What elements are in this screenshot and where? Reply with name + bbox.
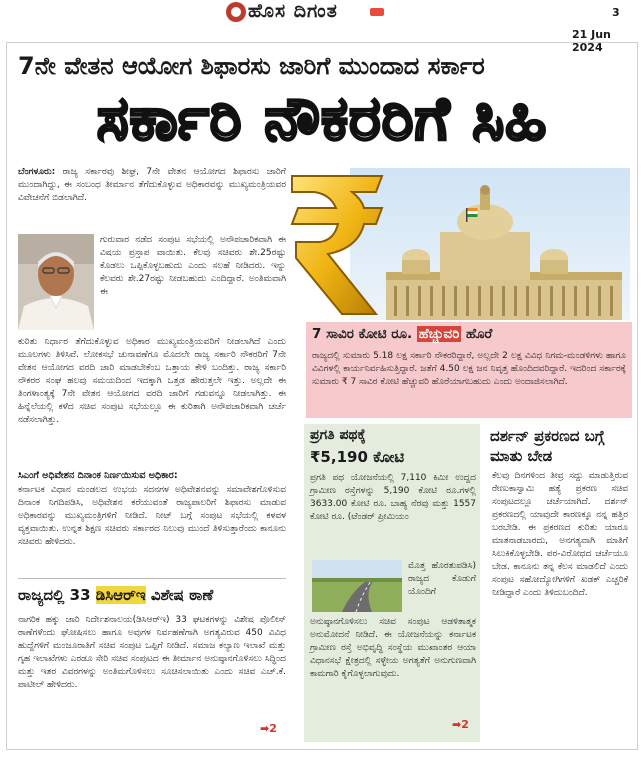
dcre-head-post: ವಿಶೇಷ ಠಾಣೆ [150,586,214,604]
page-number: 3 [612,6,620,19]
column-paragraph-3: ಕುರಿತು ನಿರ್ಧಾರ ತೆಗೆದುಕೊಳ್ಳುವ ಅಧಿಕಾರ ಮುಖ್ಯಮಂತ್ರಿಯವರಿಗೆ ನೀಡಲಾಗಿದೆ ಎಂದು ಮೂಲಗಳು ತಿಳಿಸಿವೆ. ಲೋಕಸಭೆ ಚುನಾವಣೆಗೂ ಮೊದಲೇ ರಾಜ್ಯ ಸರ್ಕಾರಿ ನೌಕರರಿಗೆ 7ನೇ ವೇತನ ಆಯೋಗದ ವರದಿ ಜಾರಿ ಮಾಡಬೇಕೆಂಬ ಒತ್ತಾಯ ಕೇಳಿ ಬಂದಿತ್ತು. ರಾಜ್ಯ ಸರ್ಕಾರಿ ನೌಕರರ ಸಂಘ ಹಲವು ಸಮಯದಿಂದ ಇದಕ್ಕಾಗಿ ಒತ್ತಡ ಹೇರುತ್ತಲೇ ಇತ್ತು. ಅಲ್ಲದೇ ಈ ತಿಂಗಳಾಂತ್ಯಕ್ಕೆ 7ನೇ ವೇತನ ಆಯೋಗದ ವರದಿ ಜಾರಿಗೆ ಗಡುವನ್ನೂ ನೀಡಲಾಗಿತ್ತು. ಈ ಹಿನ್ನೆಲೆಯಲ್ಲಿ ಕಳೆದ ಸಚಿವ ಸಂಪುಟ ಸಭೆಯಲ್ಲೂ ಈ ಕುರಿತಾಗಿ ಅನೌಪಚಾರಿಕವಾಗಿ ಚರ್ಚೆ ನಡೆಸಲಾಗಿತ್ತು. [18,337,286,425]
newspaper-logo-icon [226,2,246,22]
burden-paragraph: ರಾಜ್ಯದಲ್ಲಿ ಸುಮಾರು 5.18 ಲಕ್ಷ ಸರ್ಕಾರಿ ನೌಕರರಿದ್ದಾರೆ, ಅಲ್ಲದೇ 2 ಲಕ್ಷ ವಿವಿಧ ನಿಗಮ-ಮಂಡಳಿಗಳು ಹಾಗೂ ವಿವಿಗಳಲ್ಲಿ ಕಾರ್ಯನಿರ್ವಹಿಸುತ್ತಿದ್ದಾರೆ. ಜತೆಗೆ 4.50 ಲಕ್ಷ ಜನ ನಿವೃತ್ತ ಹೊಂದಿದವರಿದ್ದಾರೆ. ಇದರಿಂದ ಸರ್ಕಾರಕ್ಕೆ ಸುಮಾರು ₹ 7 ಸಾವಿರ ಕೋಟಿ ಹೆಚ್ಚುವರಿ ಹೊರೆಯಾಗಬಹುದು ಎಂದು ಅಂದಾಜಿಸಲಾಗಿದೆ. [312,351,626,387]
lead-text: ರಾಜ್ಯ ಸರ್ಕಾರವು ಶೀಘ್ರ, 7ನೇ ವೇತನ ಆಯೋಗದ ಶಿಫಾರಸು ಜಾರಿಗೆ ಮುಂದಾಗಿದ್ದು, ಈ ಸಂಬಂಧ ತೀರ್ಮಾನ ತೆಗೆದುಕೊಳ್ಳುವ ಅಧಿಕಾರವನ್ನು ಮುಖ್ಯಮಂತ್ರಿಯವರ ವಿವೇಚನೆಗೆ ಬಿಡಲಾಗಿದೆ. [18,167,286,203]
portrait-image [18,234,94,330]
hero-illustration [290,162,630,320]
burden-headline [312,326,492,342]
burden-head-post: ಹೊರೆ [466,326,493,342]
darshan-paragraph: ಕೆಲವು ದಿನಗಳಿಂದ ತೀವ್ರ ಸದ್ದು ಮಾಡುತ್ತಿರುವ ರೇಣುಕಾಸ್ವಾಮಿ ಹತ್ಯೆ ಪ್ರಕರಣ ಸಚಿವ ಸಂಪುಟದಲ್ಲೂ ಚರ್ಚೆಯಾಗಿದೆ. ದರ್ಶನ್ ಪ್ರಕರಣದಲ್ಲಿ ಯಾವುದೇ ಕಾರಣಕ್ಕೂ ನನ್ನ ಹತ್ತಿರ ಬರಬೇಡಿ. ಈ ಪ್ರಕರಣದ ಕುರಿತು ಯಾರೂ ಮಾತನಾಡಬಾರದು, ಅನಗತ್ಯವಾಗಿ ಮಾತಿಗೆ ಸಿಲುಕಿಕೊಳ್ಳಬೇಡಿ. ಪರ-ವಿರೋಧದ ಚರ್ಚೆಯೂ ಬೇಡ. ಕಾನೂನು ತನ್ನ ಕೆಲಸ ಮಾಡಲಿದೆ ಎಂದು ಸಂಪುಟ ಸಹೋದ್ಯೋಗಿಗಳಿಗೆ ಖಡಕ್ ಎಚ್ಚರಿಕೆ ನೀಡಿದ್ದಾರೆ ಎಂದು ತಿಳಿದುಬಂದಿದೆ. [492,471,628,598]
dcre-paragraph: ನಾಗರಿಕ ಹಕ್ಕು ಜಾರಿ ನಿರ್ದೇಶನಾಲಯ(ಡಿಸಿಆರ್‌ಇ) 33 ಘಟಕಗಳನ್ನು ವಿಶೇಷ ಪೊಲೀಸ್ ಠಾಣೆಗಳೆಂದು ಘೋಷಿಸಲು ಹಾಗೂ ಅವುಗಳ ನಿರ್ವಹಣೆಗಾಗಿ ಅಗತ್ಯವಿರುವ 450 ವಿವಿಧ ಹುದ್ದೆಗಳಿಗೆ ಮಂಜೂರಾತಿಗೆ ಸಚಿವ ಸಂಪುಟ ಒಪ್ಪಿಗೆ ನೀಡಿದೆ. ಸಮಾಜ ಕಲ್ಯಾಣ ಇಲಾಖೆ ಮತ್ತು ಗೃಹ ಇಲಾಖೆಗಳು ಎರಡೂ ಸೇರಿ ಸಚಿವ ಸಂಪುಟದ ಈ ತೀರ್ಮಾನ ಅನುಷ್ಠಾನಗೊಳಿಸಲು ಸಿದ್ಧಿಂದ ಮತ್ತು ಇತರ ವಿವರಗಳನ್ನು ಅಂತಿಮಗೊಳಿಸಲು ಸೂಚಿಸಲಾಯಿತು ಎಂದು ಸಚಿವ ಎಚ್.ಕೆ. ಪಾಟೀಲ್ ಹೇಳಿದರು. [18,615,286,690]
dcre-headline [18,586,302,604]
dcre-head-pre: ರಾಜ್ಯದಲ್ಲಿ 33 [18,586,91,604]
article-headline: ಸರ್ಕಾರಿ ನೌಕರರಿಗೆ ಸಿಹಿ [96,84,548,154]
dcre-head-highlight: ಡಿಸಿಆರ್‌ಇ [95,586,146,604]
chief-minister-photo [18,234,94,330]
pragati-side-text: ಮೊತ್ತ ಹೊರತುಪಡಿಸಿ) ರಾಜ್ಯದ ಕೊಡುಗೆ ಯೊಂದಿಗೆ [408,561,476,597]
continued-arrow-icon: ➡2 [260,722,277,735]
divider [18,578,286,579]
article-kicker: 7ನೇ ವೇತನ ಆಯೋಗ ಶಿಫಾರಸು ಜಾರಿಗೆ ಮುಂದಾದ ಸರ್ಕಾರ [18,52,485,80]
burden-head-highlight: ಹೆಚ್ಚುವರಿ [418,326,460,342]
darshan-headline: ದರ್ಶನ್ ಪ್ರಕರಣದ ಬಗ್ಗೆ ಮಾತು ಬೇಡ [490,427,605,465]
burden-head-pre: 7 ಸಾವಿರ ಕೋಟಿ ರೂ. [312,326,413,342]
continued-arrow-icon: ➡2 [452,718,469,731]
session-subhead: ಸಿಎಂಗೆ ಅಧಿವೇಶನ ದಿನಾಂಕ ನಿರ್ಣಯಿಸುವ ಅಧಿಕಾರ: [18,470,178,481]
issue-date: 21 Jun 2024 [572,28,611,54]
newspaper-title: ಹೊಸ ದಿಗಂತ [248,0,338,22]
vidhana-soudha-rupee-image [290,162,630,320]
column-paragraph-2: ಗುರುವಾರ ನಡೆದ ಸಂಪುಟ ಸಭೆಯಲ್ಲಿ ಅನೌಪಚಾರಿಕವಾಗಿ ಈ ವಿಷಯ ಪ್ರಸ್ತಾಪ ವಾಯಿತು. ಕೆಲವು ಸಚಿವರು ಶೇ.25ರಷ್ಟು ಕೊಡಲು ಒಪ್ಪಿಕೊಳ್ಳಬಹುದು ಎಂದು ಸಲಹೆ ನೀಡಿದರು. ಇನ್ನು ಕೆಲವರು ಶೇ.27ರಷ್ಟು ನೀಡಬಹುದು ಎಂದಿದ್ದಾರೆ. ಅಂತಿಮವಾಗಿ ಈ [100,235,286,297]
pragati-amount: ₹5,190 ಕೋಟಿ [310,448,405,466]
road-image [312,560,402,612]
logo-flag-icon [370,8,384,16]
dateline: ಬೆಂಗಳೂರು: [18,167,56,177]
road-photo [312,560,402,612]
column-paragraph-4: ಕರ್ನಾಟಕ ವಿಧಾನ ಮಂಡಲದ ಉಭಯ ಸದನಗಳ ಅಧಿವೇಶನವನ್ನು ಸಮಾವೇಶಗೊಳಿಸುವ ದಿನಾಂಕ ನಿಗದಿಪಡಿಸಿ, ಅಧಿವೇಶನ ಕರೆಯುವಂತೆ ರಾಜ್ಯಪಾಲರಿಗೆ ಶಿಫಾರಸು ಮಾಡುವ ಅಧಿಕಾರವನ್ನು ಮುಖ್ಯಮಂತ್ರಿಗಳಿಗೆ ನೀಡಿದೆ. ನೀಟ್ ಬಗ್ಗೆ ಸಂಪುಟ ಸಭೆಯಲ್ಲಿ ಕಳವಳ ವ್ಯಕ್ತವಾಯಿತು. ಉನ್ನತ ಶಿಕ್ಷಣ ಸಚಿವರು ಸರ್ಕಾರದ ನಿಲುವು ಮುಂದೆ ತಿಳಿಸುತ್ತಾರೆಂದು ಕಾನೂನು ಸಚಿವರು ಹೇಳಿದರು. [18,485,286,547]
pragati-paragraph: ಪ್ರಗತಿ ಪಥ ಯೋಜನೆಯಲ್ಲಿ 7,110 ಕಿಮೀ ಉದ್ದದ ಗ್ರಾಮೀಣ ರಸ್ತೆಗಳನ್ನು 5,190 ಕೋಟಿ ರೂ.ಗಳಲ್ಲಿ 3633.00 ಕೋಟಿ ರೂ. ಬಾಹ್ಯ ನೆರವು ಮತ್ತು 1557 ಕೋಟಿ ರೂ. (ಟೆಂಡರ್ ಪ್ರೀಮಿಯಂ [310,473,476,522]
pragati-continued-text: ಅನುಷ್ಠಾನಗೊಳಿಸಲು ಸಚಿವ ಸಂಪುಟ ಆಡಳಿತಾತ್ಮಕ ಅನುಮೋದನೆ ನೀಡಿದೆ. ಈ ಯೋಜನೆಯನ್ನು ಕರ್ನಾಟಕ ಗ್ರಾಮೀಣ ರಸ್ತೆ ಅಭಿವೃದ್ಧಿ ಸಂಸ್ಥೆಯ ಮುಖಾಂತರ ಆಯಾ ವಿಧಾನಸಭೆ ಕ್ಷೇತ್ರದಲ್ಲಿ ಸಳ್ಳೇಯ ಅಗತ್ಯತೆಗೆ ಅನುಗುಣವಾಗಿ ಕಾಮಗಾರಿ ಕೈಗೊಳ್ಳಲಾಗುವುದು. [310,617,476,679]
pragati-headline: ಪ್ರಗತಿ ಪಥಕ್ಕೆ [310,427,366,443]
lead-paragraph [18,166,286,205]
